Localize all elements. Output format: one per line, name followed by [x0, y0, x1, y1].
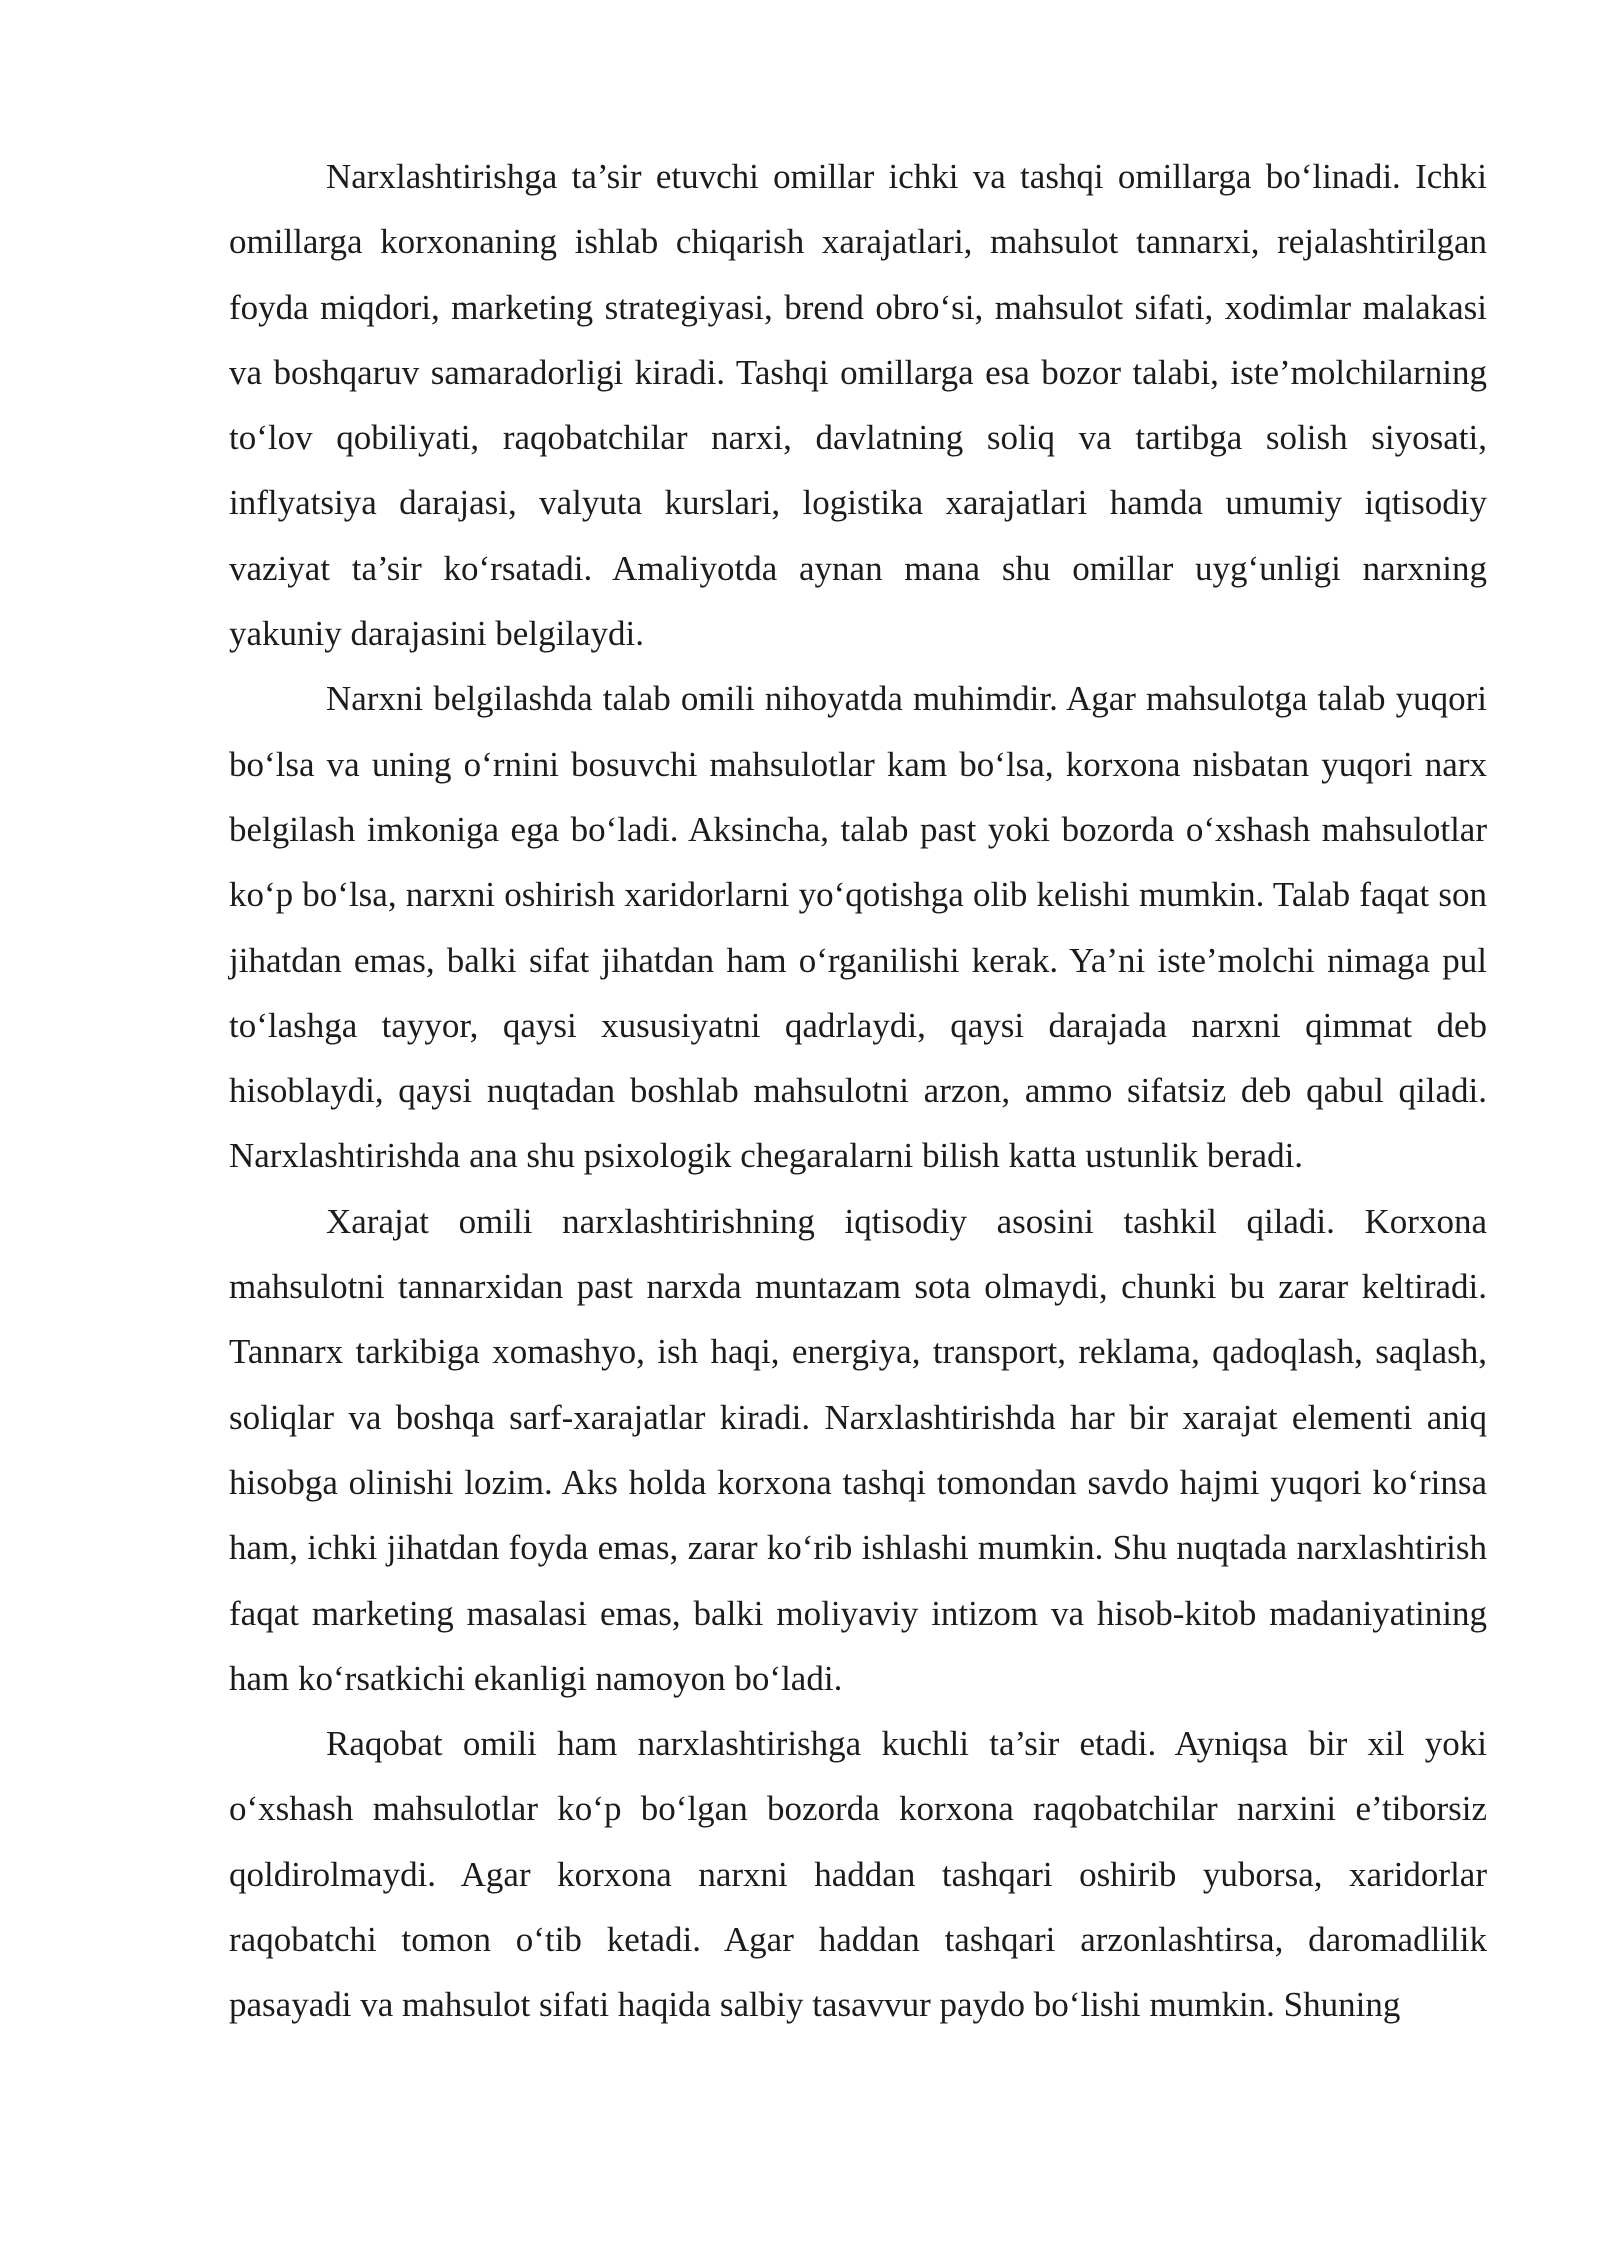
paragraph-internal-external-factors: Narxlashtirishga ta’sir etuvchi omillar ichki va tashqi omillarga bo‘linadi. Ichki omillarga korxonaning ishlab chiqarish xarajatlari, mahsulot tannarxi, rejalashtirilgan foyda miqdori, marketing strategiyasi, brend obro‘si, mahsulot sifati, xodimlar malakasi va boshqaruv samaradorligi kiradi. Tashqi omillarga esa bozor talabi, iste’molchilarning to‘lov qobiliyati, raqobatchilar narxi, davlatning soliq va tartibga solish siyosati, inflyatsiya darajasi, valyuta kurslari, logistika xarajatlari hamda umumiy iqtisodiy vaziyat ta’sir ko‘rsatadi. Amaliyotda aynan mana shu omillar uyg‘unligi narxning yakuniy darajasini belgilaydi.: [229, 157, 1487, 654]
document-body: [229, 144, 1487, 2038]
paragraph-demand-factor: Narxni belgilashda talab omili nihoyatda muhimdir. Agar mahsulotga talab yuqori bo‘lsa va uning o‘rnini bosuvchi mahsulotlar kam bo‘lsa, korxona nisbatan yuqori narx belgilash imkoniga ega bo‘ladi. Aksincha, talab past yoki bozorda o‘xshash mahsulotlar ko‘p bo‘lsa, narxni oshirish xaridorlarni yo‘qotishga olib kelishi mumkin. Talab faqat son jihatdan emas, balki sifat jihatdan ham o‘rganilishi kerak. Ya’ni iste’molchi nimaga pul to‘lashga tayyor, qaysi xususiyatni qadrlaydi, qaysi darajada narxni qimmat deb hisoblaydi, qaysi nuqtadan boshlab mahsulotni arzon, ammo sifatsiz deb qabul qiladi. Narxlashtirishda ana shu psixologik chegaralarni bilish katta ustunlik beradi.: [229, 679, 1487, 1176]
paragraph-competition-factor: Raqobat omili ham narxlashtirishga kuchli ta’sir etadi. Ayniqsa bir xil yoki o‘xshash mahsulotlar ko‘p bo‘lgan bozorda korxona raqobatchilar narxini e’tiborsiz qoldirolmaydi. Agar korxona narxni haddan tashqari oshirib yuborsa, xaridorlar raqobatchi tomon o‘tib ketadi. Agar haddan tashqari arzonlashtirsa, daromadlilik pasayadi va mahsulot sifati haqida salbiy tasavvur paydo bo‘lishi mumkin. Shuning: [229, 1724, 1487, 2025]
paragraph-cost-factor: Xarajat omili narxlashtirishning iqtisodiy asosini tashkil qiladi. Korxona mahsulotni tannarxidan past narxda muntazam sota olmaydi, chunki bu zarar keltiradi. Tannarx tarkibiga xomashyo, ish haqi, energiya, transport, reklama, qadoqlash, saqlash, soliqlar va boshqa sarf-xarajatlar kiradi. Narxlashtirishda har bir xarajat elementi aniq hisobga olinishi lozim. Aks holda korxona tashqi tomondan savdo hajmi yuqori ko‘rinsa ham, ichki jihatdan foyda emas, zarar ko‘rib ishlashi mumkin. Shu nuqtada narxlashtirish faqat marketing masalasi emas, balki moliyaviy intizom va hisob-kitob madaniyatining ham ko‘rsatkichi ekanligi namoyon bo‘ladi.: [229, 1201, 1487, 1698]
